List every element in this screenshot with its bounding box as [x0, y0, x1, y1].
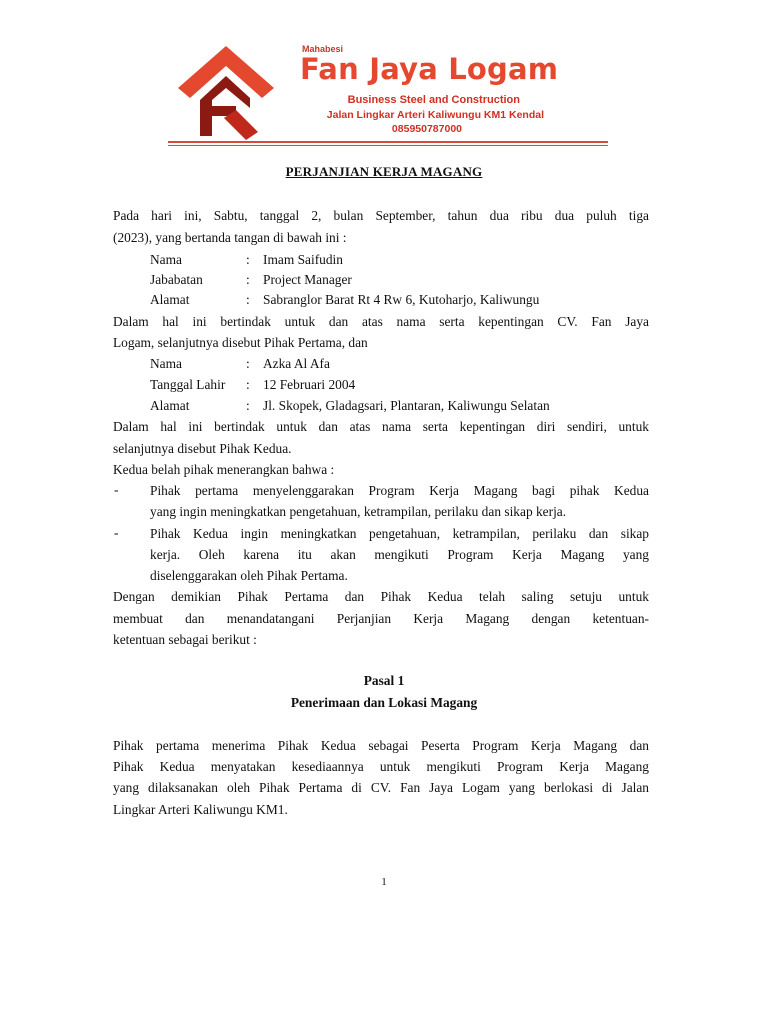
pasal-number: Pasal 1: [363, 673, 405, 688]
party1-label-position: Jababatan: [150, 272, 203, 287]
bullet-2-line-2: kerja. Oleh karena itu akan mengikuti Program Kerja Magang yang: [150, 547, 649, 562]
party1-statement-line-1: Dalam hal ini bertindak untuk dan atas nama serta kepentingan CV. Fan Jaya: [113, 314, 649, 329]
bullet-2-line-1: Pihak Kedua ingin meningkatkan pengetahuan, ketrampilan, perilaku dan sikap: [150, 526, 649, 541]
party1-value-address: Sabranglor Barat Rt 4 Rw 6, Kutoharjo, Kaliwungu: [263, 292, 540, 307]
party2-sep-name: :: [246, 356, 250, 371]
pasal-body-line-2: Pihak Kedua menyatakan kesediaannya untuk mengikuti Program Kerja Magang: [113, 759, 649, 774]
party1-sep-name: :: [246, 252, 250, 267]
bullet-1-line-2: yang ingin meningkatkan pengetahuan, ketrampilan, perilaku dan sikap kerja.: [150, 504, 567, 519]
bullet-dash-1: -: [114, 482, 119, 497]
brand-name: Fan Jaya Logam: [300, 52, 559, 86]
bullet-1-line-1: Pihak pertama menyelenggarakan Program Kerja Magang bagi pihak Kedua: [150, 483, 649, 498]
agreement-line-1: Dengan demikian Pihak Pertama dan Pihak Kedua telah saling setuju untuk: [113, 589, 649, 604]
brand-address: Jalan Lingkar Arteri Kaliwungu KM1 Kendal: [326, 109, 544, 121]
party1-label-name: Nama: [150, 252, 182, 267]
party2-value-birthdate: 12 Februari 2004: [263, 377, 356, 392]
party1-label-address: Alamat: [150, 292, 190, 307]
agreement-line-2: membuat dan menandatangani Perjanjian Kerja Magang dengan ketentuan-: [113, 611, 649, 626]
pasal-body-line-4: Lingkar Arteri Kaliwungu KM1.: [113, 802, 288, 817]
pasal-body-line-3: yang dilaksanakan oleh Pihak Pertama di CV. Fan Jaya Logam yang berlokasi di Jalan: [113, 780, 649, 795]
party2-statement-line-1: Dalam hal ini bertindak untuk dan atas nama serta kepentingan diri sendiri, untuk: [113, 419, 649, 434]
party2-sep-address: :: [246, 398, 250, 413]
bullet-dash-2: -: [114, 525, 119, 540]
page-number: 1: [381, 876, 387, 888]
party1-statement-line-2: Logam, selanjutnya disebut Pihak Pertama, dan: [113, 335, 368, 350]
party1-value-position: Project Manager: [263, 272, 352, 287]
party1-sep-address: :: [246, 292, 250, 307]
opening-line-2: (2023), yang bertanda tangan di bawah ini :: [113, 230, 347, 245]
brand-prefix: Mahabesi: [302, 44, 344, 54]
letterhead: [172, 30, 608, 148]
pasal-heading: Penerimaan dan Lokasi Magang: [290, 695, 478, 710]
party1-value-name: Imam Saifudin: [263, 252, 343, 267]
party2-label-address: Alamat: [150, 398, 190, 413]
party2-value-address: Jl. Skopek, Gladagsari, Plantaran, Kaliwungu Selatan: [263, 398, 550, 413]
letterhead-divider-thin: [168, 145, 608, 146]
document-title: PERJANJIAN KERJA MAGANG: [285, 164, 483, 179]
party2-label-birthdate: Tanggal Lahir: [150, 377, 226, 392]
brand-tagline: Business Steel and Construction: [347, 94, 520, 106]
party2-statement-line-2: selanjutnya disebut Pihak Kedua.: [113, 441, 292, 456]
party2-value-name: Azka Al Afa: [263, 356, 330, 371]
opening-line-1: Pada hari ini, Sabtu, tanggal 2, bulan September, tahun dua ribu dua puluh tiga: [113, 208, 649, 223]
agreement-line-3: ketentuan sebagai berikut :: [113, 632, 257, 647]
party1-sep-position: :: [246, 272, 250, 287]
bullet-2-line-3: diselenggarakan oleh Pihak Pertama.: [150, 568, 348, 583]
pasal-body-line-1: Pihak pertama menerima Pihak Kedua sebagai Peserta Program Kerja Magang dan: [113, 738, 649, 753]
party2-label-name: Nama: [150, 356, 182, 371]
brand-phone: 085950787000: [391, 123, 462, 135]
parties-intro: Kedua belah pihak menerangkan bahwa :: [113, 462, 335, 477]
letterhead-divider: [168, 141, 608, 143]
party2-sep-birthdate: :: [246, 377, 250, 392]
